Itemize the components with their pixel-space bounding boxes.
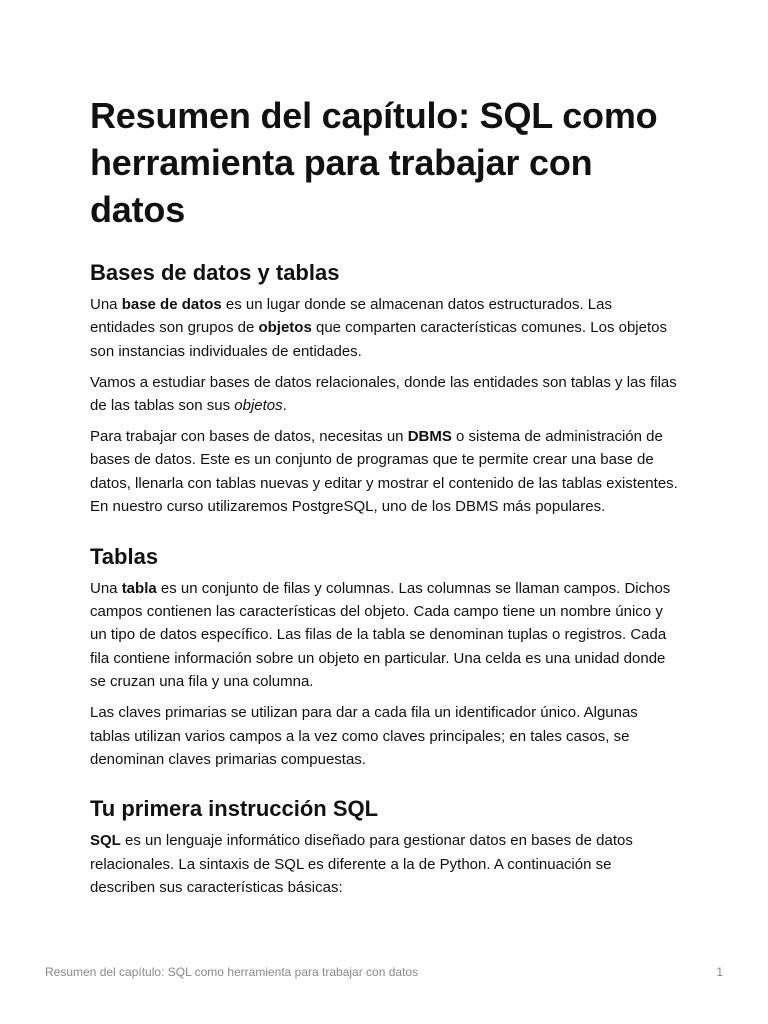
section-heading: Tu primera instrucción SQL [90, 796, 379, 822]
paragraph: Una base de datos es un lugar donde se almacenan datos estructurados. Las entidades son grupos de objetos que comparten características comunes. Los objetos son instancias individuales de entidades. [90, 296, 667, 360]
paragraph: Las claves primarias se utilizan para dar a cada fila un identificador único. Algunas tablas utilizan varios campos a la vez como claves principales; en tales casos, se denominan claves primarias compuestas. [90, 704, 638, 768]
bold-term: DBMS [407, 428, 452, 446]
section-heading: Tablas [90, 543, 159, 569]
document-body [90, 92, 680, 924]
paragraph: Vamos a estudiar bases de datos relacionales, donde las entidades son tablas y las filas de las tablas son sus objetos. [90, 373, 677, 415]
footer-title: Resumen del capítulo: SQL como herramienta para trabajar con datos [45, 965, 419, 979]
page-title: Resumen del capítulo: SQL como herramienta para trabajar con datos [90, 95, 658, 230]
paragraph: SQL es un lenguaje informático diseñado para gestionar datos en bases de datos relacionales. La sintaxis de SQL es diferente a la de Python. A continuación se describen sus características básicas: [90, 832, 633, 897]
section-primera-instruccion-sql [90, 795, 680, 899]
page-footer [45, 965, 723, 979]
bold-term: objetos [258, 319, 312, 337]
section-heading: Bases de datos y tablas [90, 260, 340, 285]
italic-term: objetos [234, 397, 283, 415]
paragraph: Una tabla es un conjunto de filas y columnas. Las columnas se llaman campos. Dichos campos contienen las características del objeto. Cada campo tiene un nombre único y un tipo de datos específico. Las filas de la tabla se denominan tuplas o registros. Cada fila contiene información sobre un objeto en particular. Una celda es una unidad donde se cruzan una fila y una columna. [90, 579, 671, 691]
bold-term: SQL [90, 832, 121, 850]
page-number: 1 [716, 965, 723, 979]
section-tablas [90, 543, 680, 772]
bold-term: tabla [121, 579, 157, 597]
bold-term: base de datos [121, 296, 222, 313]
section-bases-de-datos [90, 259, 680, 519]
paragraph: Para trabajar con bases de datos, necesitas un DBMS o sistema de administración de bases de datos. Este es un conjunto de programas que te permite crear una base de datos, llenarla con tablas nuevas y editar y mostrar el contenido de las tablas existentes. En nuestro curso utilizaremos PostgreSQL, uno de los DBMS más populares. [90, 428, 678, 516]
